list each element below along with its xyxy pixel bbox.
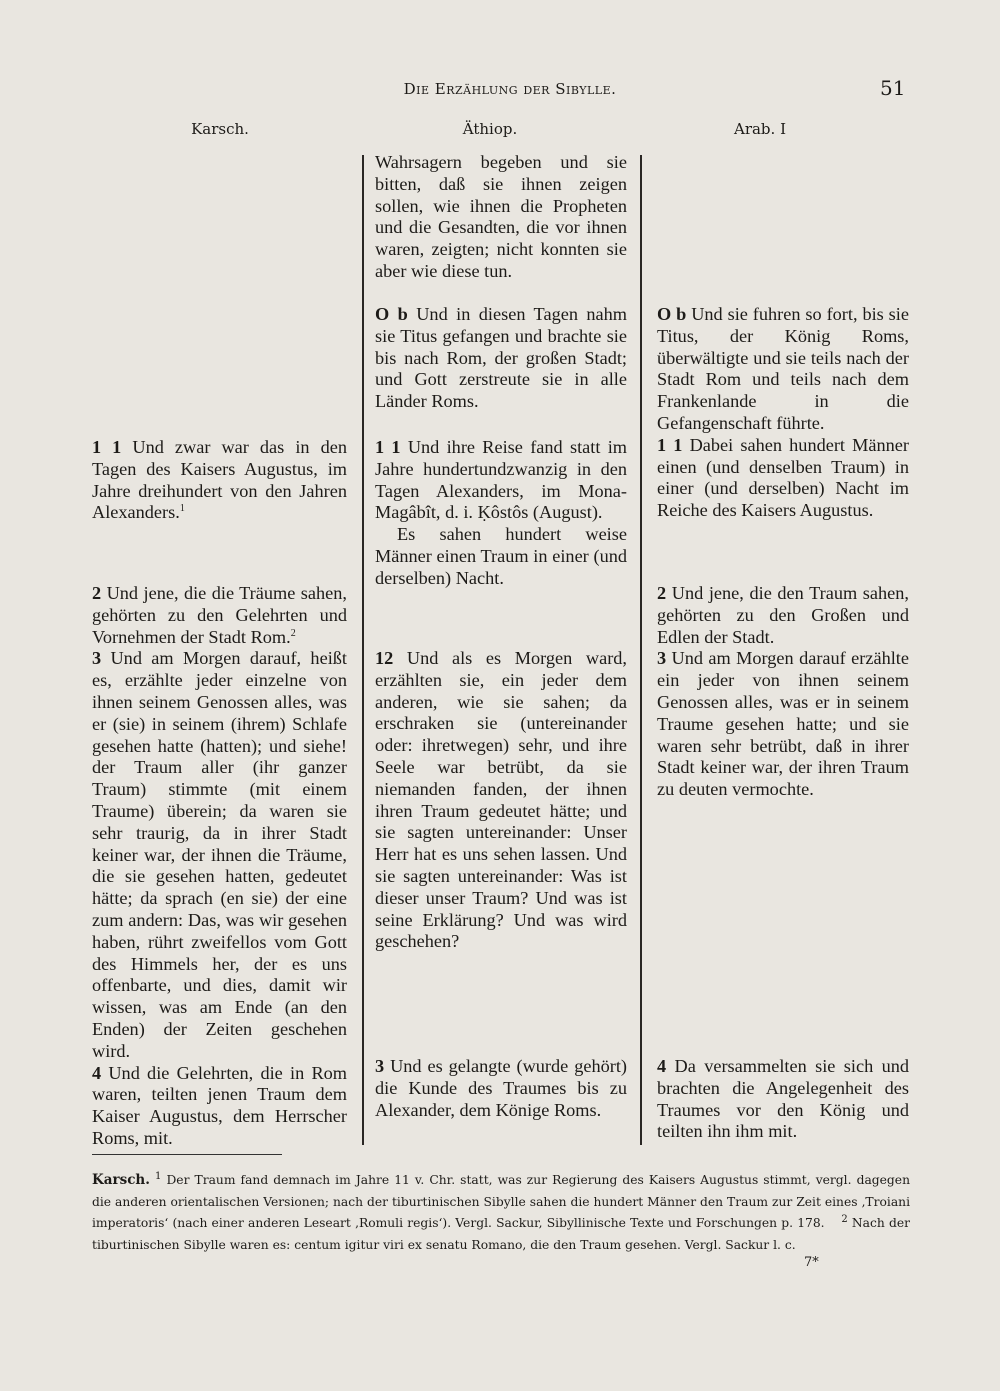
footnote-label: Karsch. xyxy=(92,1172,150,1188)
verse-text: Und zwar war das in den Tagen des Kaisers Augustus, im Jahre dreihundert von den Jahren Alexanders. xyxy=(92,437,347,523)
verse-text: Und in diesen Tagen nahm sie Titus gefangen und brachte sie bis nach Rom, der großen Stadt; und Gott zerstreute sie in alle Länder Roms. xyxy=(375,304,627,412)
verse-text: Und ihre Reise fand statt im Jahre hundertundzwanzig in den Tagen Alexanders, im Mona-Magâbît, d. i. Ḳôstôs (August). xyxy=(375,437,627,523)
paragraph xyxy=(657,583,909,801)
paragraph xyxy=(657,1056,909,1143)
column-divider xyxy=(362,155,364,1145)
verse-number: O b xyxy=(375,304,408,324)
footnote-ref: 2 xyxy=(290,627,296,639)
verse-number: 1 1 xyxy=(92,437,122,457)
footnote-mark: 1 xyxy=(155,1170,162,1182)
verse-text: Und am Morgen darauf erzählte ein jeder von ihnen seinem Genossen alles, was er in seinem Traume gesehen hatte; und sie waren sehr betrübt, daß in ihrer Stadt keiner war, der ihren Traum zu deuten vermochte. xyxy=(657,648,909,800)
verse-text: Und sie fuhren so fort, bis sie Titus, der König Roms, überwältigte und sie teils nach der Stadt Rom und teils nach dem Frankenlande in die Gefangenschaft führte. xyxy=(657,304,909,433)
column-head-karsch: Karsch. xyxy=(191,120,249,138)
verse-text: Und es gelangte (wurde gehört) die Kunde des Traumes bis zu Alexander, dem Könige Roms. xyxy=(375,1056,627,1120)
footnote-text: Nach der tiburtinischen Sibylle waren es: centum igitur viri ex senatu Romano, die den Traum gesehen. Vergl. Sackur l. c. xyxy=(92,1216,910,1252)
column-head-arab: Arab. I xyxy=(733,120,786,138)
verse-text: Und als es Morgen ward, erzählten sie, ein jeder dem anderen, wie sie sahen; da erschraken sie (untereinander oder: ihretwegen) sehr, und ihre Seele war betrübt, da sie niemanden fanden, der ihnen ihren Traum gedeutet hätte; und sie sagten untereinander: Unser Herr hat es uns sehen lassen. Und sie sagten untereinander: Was ist dieser unser Traum? Und was ist seine Erklärung? Und was wird geschehen? xyxy=(375,648,627,952)
verse-text: Und jene, die den Traum sahen, gehörten zu den Großen und Edlen der Stadt. xyxy=(657,583,909,647)
verse-number: 12 xyxy=(375,648,394,668)
footnote-rule xyxy=(92,1154,282,1155)
paragraph xyxy=(375,1056,627,1121)
page-number: 51 xyxy=(880,76,906,100)
printer-signature: 7* xyxy=(804,1255,819,1270)
footnote-text: Der Traum fand demnach im Jahre 11 v. Chr. statt, was zur Regierung des Kaisers Augustus stimmt, vergl. dagegen die anderen orientalischen Versionen; nach der tiburtinischen Sibylle sahen die hundert Männer den Traum zur Zeit eines ‚Troiani imperatoris‘ (nach einer anderen Leseart ‚Romuli regis‘). Vergl. Sackur, Sibyllinische Texte und Forschungen p. 178. xyxy=(92,1173,910,1230)
running-title: Die Erzählung der Sibylle. xyxy=(403,80,617,98)
paragraph xyxy=(657,304,909,522)
verse-text: Wahrsagern begeben und sie bitten, daß sie ihnen zeigen sollen, wie ihnen die Propheten und die Gesandten, die vor ihnen waren, zeigten; nicht konnten sie aber wie diese tun. xyxy=(375,152,627,281)
verse-number: 1 1 xyxy=(657,434,683,455)
paragraph xyxy=(92,437,347,524)
verse-text: Dabei sahen hundert Männer einen (und denselben Traum) in einer (und derselben) Nacht im Reiche des Kaisers Augustus. xyxy=(657,434,909,521)
verse-number: O b xyxy=(657,304,687,324)
verse-number: 1 1 xyxy=(375,437,401,457)
verse-number: 2 xyxy=(92,583,102,603)
verse-text: Und am Morgen darauf, heißt es, erzählte jeder einzelne von ihnen seinem Genossen alles, was er (sie) in seinem (ihrem) Schlafe gesehen hatte (hatten); und siehe! der Traum aller (ihr ganzer Traum) stimmte (mit einem Traume) überein; da waren sie sehr traurig, da in ihrer Stadt keiner war, der ihnen die Träume, die sie gesehen hatten, gedeutet hätte; da sprach (en sie) der eine zum andern: Das, was wir gesehen haben, rührt zweifellos vom Gott des Himmels her, der es uns offenbarte, und dies, damit wir wissen, was am Ende (an den Enden) der Zeiten geschehen wird. xyxy=(92,648,347,1061)
column-divider xyxy=(640,155,642,1145)
paragraph xyxy=(375,304,627,413)
verse-number: 3 xyxy=(375,1056,385,1076)
footnote-ref: 1 xyxy=(179,503,185,515)
paragraph xyxy=(375,152,627,283)
paragraph xyxy=(375,437,627,590)
verse-text: Da versammelten sie sich und brachten die Angelegenheit des Traumes vor den König und teilten ihn ihm mit. xyxy=(657,1056,909,1142)
footnotes xyxy=(92,1170,910,1256)
column-head-aethiop: Äthiop. xyxy=(462,120,518,138)
verse-text: Es sahen hundert weise Männer einen Traum in einer (und derselben) Nacht. xyxy=(375,524,627,588)
verse-number: 2 xyxy=(657,583,667,603)
verse-number: 4 xyxy=(92,1062,102,1083)
verse-number: 3 xyxy=(657,648,667,669)
verse-number: 4 xyxy=(657,1056,667,1076)
footnote-mark: 2 xyxy=(841,1213,848,1225)
paragraph xyxy=(375,648,627,953)
verse-text: Und jene, die die Träume sahen, gehörten zu den Gelehrten und Vornehmen der Stadt Rom. xyxy=(92,583,347,647)
paragraph xyxy=(92,583,347,1150)
verse-text: Und die Gelehrten, die in Rom waren, teilten jenen Traum dem Kaiser Augustus, dem Herrscher Roms, mit. xyxy=(92,1062,347,1148)
verse-number: 3 xyxy=(92,648,102,669)
